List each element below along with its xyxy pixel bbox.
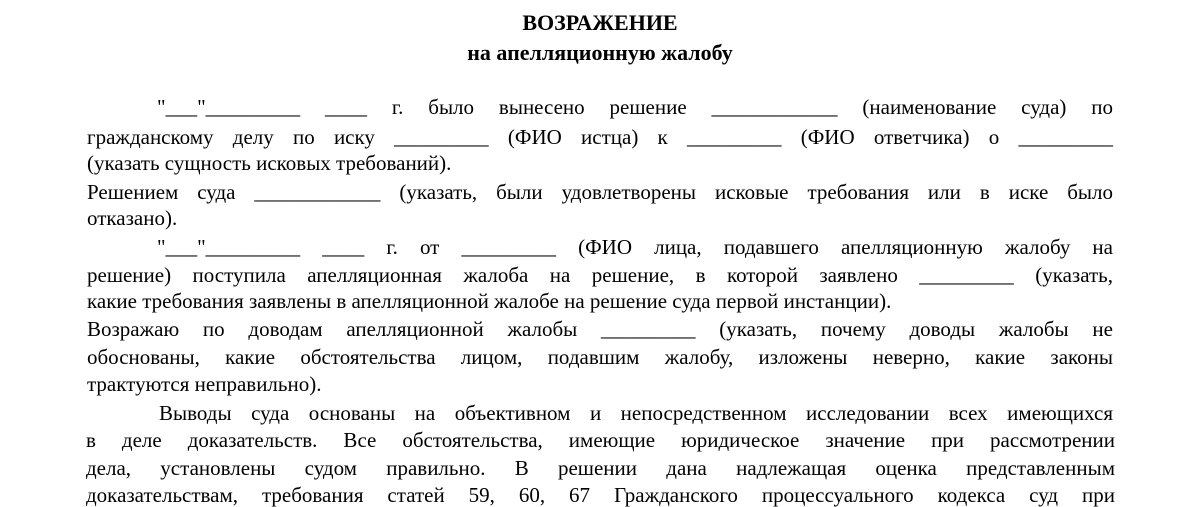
text-line: трактуются неправильно). (87, 372, 322, 396)
text-line: доказательствам, требования статей 59, 60, 67 Гражданского процессуального кодекса суд при (86, 483, 1115, 507)
text-line: Решением суда ____________ (указать, были удовлетворены исковые требования или в иске было (87, 180, 1113, 204)
text-line: обоснованы, какие обстоятельства лицом, подавшим жалобу, изложены неверно, какие законы (87, 345, 1113, 369)
document-title: ВОЗРАЖЕНИЕ (522, 10, 678, 35)
document-subtitle: на апелляционную жалобу (467, 40, 733, 65)
text-line: решение) поступила апелляционная жалоба на решение, в которой заявлено _________ (указать, (87, 263, 1113, 287)
text-line: какие требования заявлены в апелляционной жалобе на решение суда первой инстанции). (87, 289, 892, 313)
text-line: (указать сущность исковых требований). (87, 151, 452, 175)
text-line: "___"_________ ____ г. было вынесено решение ____________ (наименование суда) по (157, 95, 1113, 119)
text-line: Возражаю по доводам апелляционной жалобы _________ (указать, почему доводы жалобы не (87, 317, 1113, 341)
text-line: дела, установлены судом правильно. В решении дана надлежащая оценка представленным (86, 456, 1115, 480)
text-line: Выводы суда основаны на объективном и непосредственном исследовании всех имеющихся (159, 401, 1113, 425)
text-line: гражданскому делу по иску _________ (ФИО истца) к _________ (ФИО ответчика) о _________ (87, 125, 1113, 149)
text-line: отказано). (87, 206, 178, 230)
text-line: "___"_________ ____ г. от _________ (ФИО лица, подавшего апелляционную жалобу на (157, 235, 1113, 259)
text-line: в деле доказательств. Все обстоятельства, имеющие юридическое значение при рассмотрении (86, 428, 1115, 452)
